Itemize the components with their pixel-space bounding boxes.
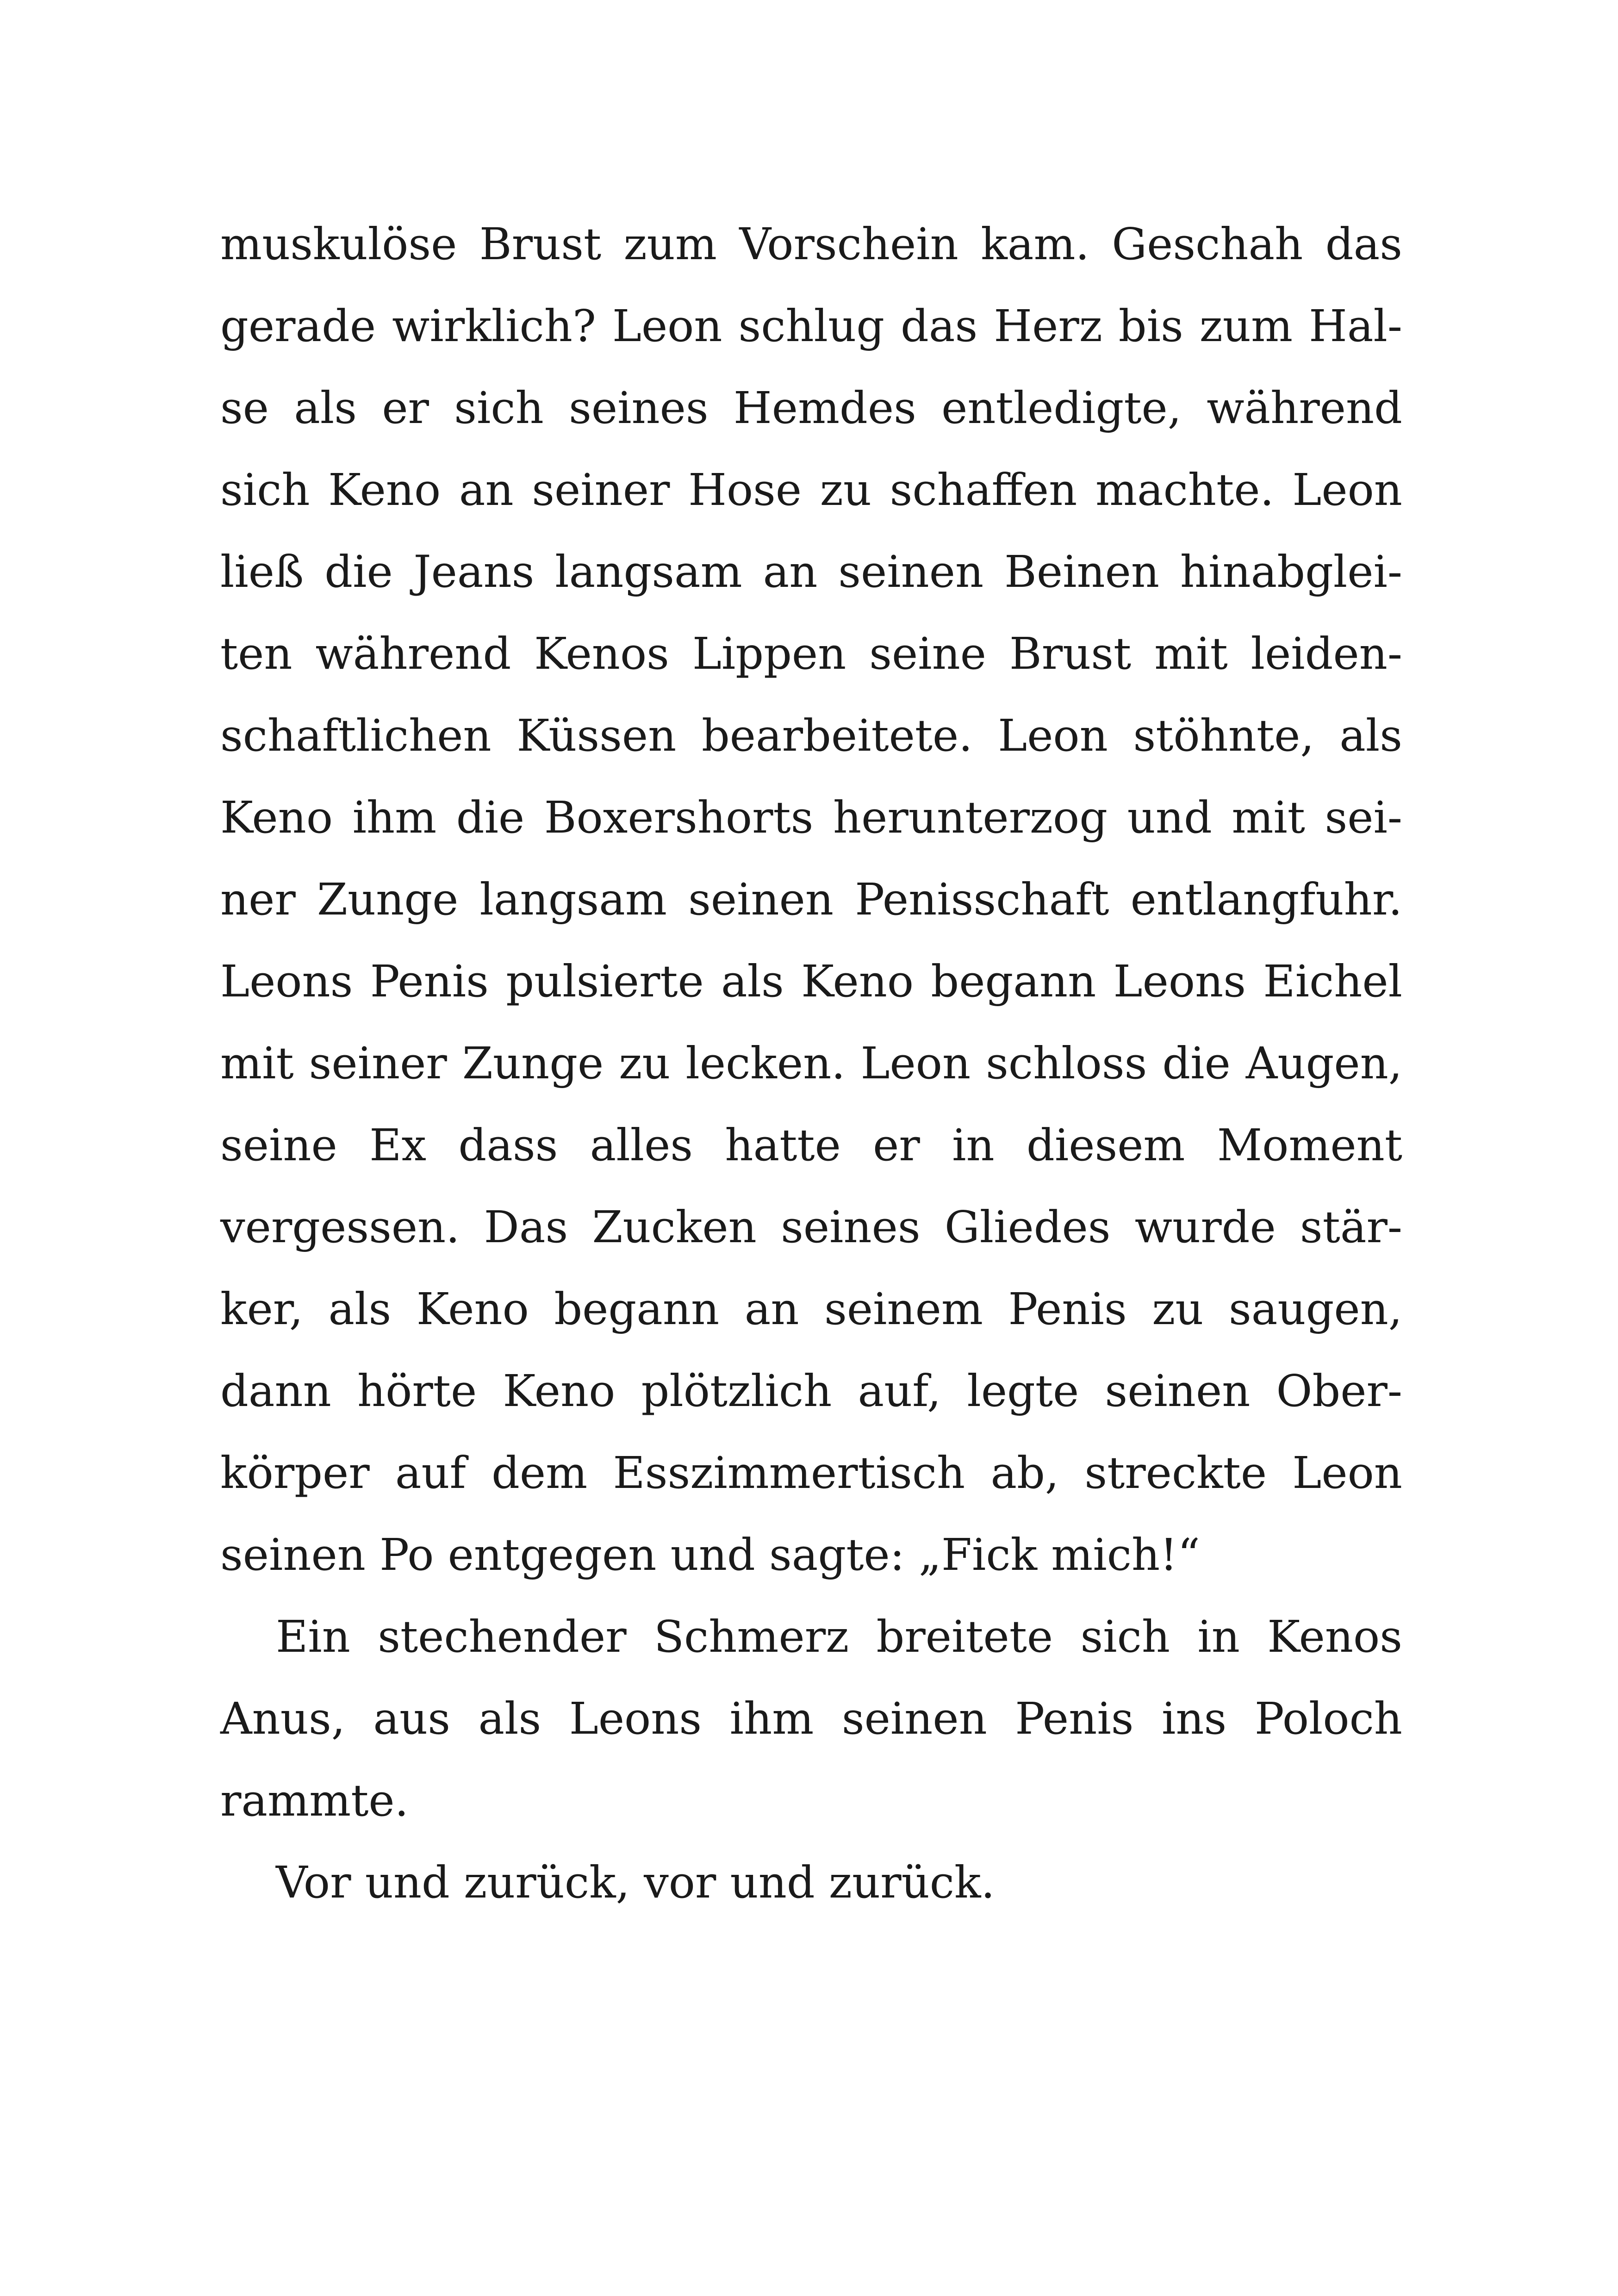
paragraph-1: muskulöse Brust zum Vorschein kam. Geschah das gerade wirklich? Leon schlug das Herz bis zum Halse als er sich seines Hemdes entledigte, während sich Keno an seiner Hose zu schaffen machte. Leon ließ die Jeans langsam an seinen Beinen hinabgleiten während Kenos Lippen seine Brust mit leidenschaftlichen Küssen bearbeitete. Leon stöhnte, als Keno ihm die Boxershorts herunterzog und mit seiner Zunge langsam seinen Penisschaft entlangfuhr. Leons Penis pulsierte als Keno begann Leons Eichel mit seiner Zunge zu lecken. Leon schloss die Augen, seine Ex dass alles hatte er in diesem Moment vergessen. Das Zucken seines Gliedes wurde stärker, als Keno begann an seinem Penis zu saugen, dann hörte Keno plötzlich auf, legte seinen Oberkörper auf dem Esszimmertisch ab, streckte Leon seinen Po entgegen und sagte: „Fick mich!“ — [220, 219, 1402, 1580]
paragraph-2: Ein stechender Schmerz breitete sich in Kenos Anus, aus als Leons ihm seinen Penis ins Poloch rammte. — [220, 1612, 1402, 1826]
paragraph-3: Vor und zurück, vor und zurück. — [276, 1857, 995, 1908]
body-text — [220, 204, 1402, 1924]
